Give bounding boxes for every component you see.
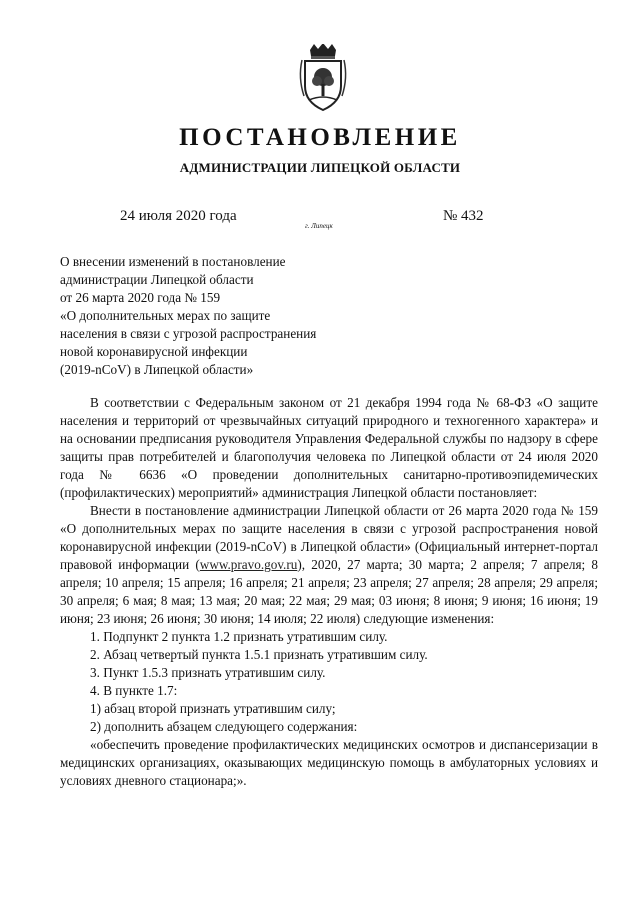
subject-line: от 26 марта 2020 года № 159 [60, 290, 221, 305]
amendment-item: «обеспечить проведение профилактических медицинских осмотров и диспансеризации в медицинских организациях, оказывающих медицинскую помощь в амбулаторных условиях и условиях дневного стационара;». [60, 737, 598, 788]
issuing-authority: АДМИНИСТРАЦИИ ЛИПЕЦКОЙ ОБЛАСТИ [179, 160, 461, 175]
document-place: г. Липецк [305, 222, 333, 230]
amendment-intro-text: Внести в постановление администрации Липецкой области от 26 марта 2020 года № 159 «О дополнительных мерах по защите населения в связи с угрозой распространения новой коронавирусной инфекции (2019-nCoV) в Липецкой области» (Официальный интернет-портал правовой информации ( [60, 503, 598, 572]
amendment-item: 3. Пункт 1.5.3 признать утратившим силу. [90, 665, 326, 680]
subject-line: (2019-nCoV) в Липецкой области» [60, 362, 254, 377]
amendment-item: 2) дополнить абзацем следующего содержания: [90, 719, 358, 734]
amendment-item: 4. В пункте 1.7: [90, 683, 178, 698]
subject-line: О внесении изменений в постановление [60, 254, 286, 269]
document-number: № 432 [443, 208, 484, 224]
amendment-paragraph [60, 502, 598, 628]
subject-line: новой коронавирусной инфекции [60, 344, 248, 359]
coat-of-arms-icon [296, 44, 350, 112]
preamble-paragraph: В соответствии с Федеральным законом от 21 декабря 1994 года № 68-ФЗ «О защите населения и территорий от чрезвычайных ситуаций природного и техногенного характера» и на основании предписания руководителя Управления Федеральной службы по надзору в сфере защиты прав потребителей и благополучия человека по Липецкой области от 24 июля 2020 года № 6636 «О проведении дополнительных санитарно-противоэпидемических (профилактических) мероприятий» администрация Липецкой области постановляет: [60, 395, 598, 500]
document-subject [60, 253, 316, 379]
subject-line: администрации Липецкой области [60, 272, 254, 287]
subject-line: населения в связи с угрозой распространения [60, 326, 317, 341]
pravo-portal-link[interactable]: www.pravo.gov.ru [199, 557, 298, 572]
document-body [60, 394, 598, 790]
subject-line: «О дополнительных мерах по защите [60, 308, 271, 323]
document-title: ПОСТАНОВЛЕНИЕ [179, 124, 461, 151]
amendment-item: 1) абзац второй признать утратившим силу; [90, 701, 336, 716]
document-date: 24 июля 2020 года [120, 208, 237, 224]
amendment-item: 1. Подпункт 2 пункта 1.2 признать утратившим силу. [90, 629, 388, 644]
amendment-rest-text: ), 2020, 27 марта; 30 марта; 2 апреля; 7 апреля; 8 апреля; 10 апреля; 15 апреля; 16 апреля; 21 апреля; 23 апреля; 27 апреля; 28 апреля; 29 апреля; 30 апреля; 6 мая; 8 мая; 13 мая; 20 мая; 22 мая; 29 мая; 03 июня; 8 июня; 9 июня; 16 июня; 19 июня; 23 июня; 26 июня; 30 июня; 14 июля; 22 июля) следующие изменения: [60, 557, 599, 626]
amendment-item: 2. Абзац четвертый пункта 1.5.1 признать утратившим силу. [90, 647, 428, 662]
